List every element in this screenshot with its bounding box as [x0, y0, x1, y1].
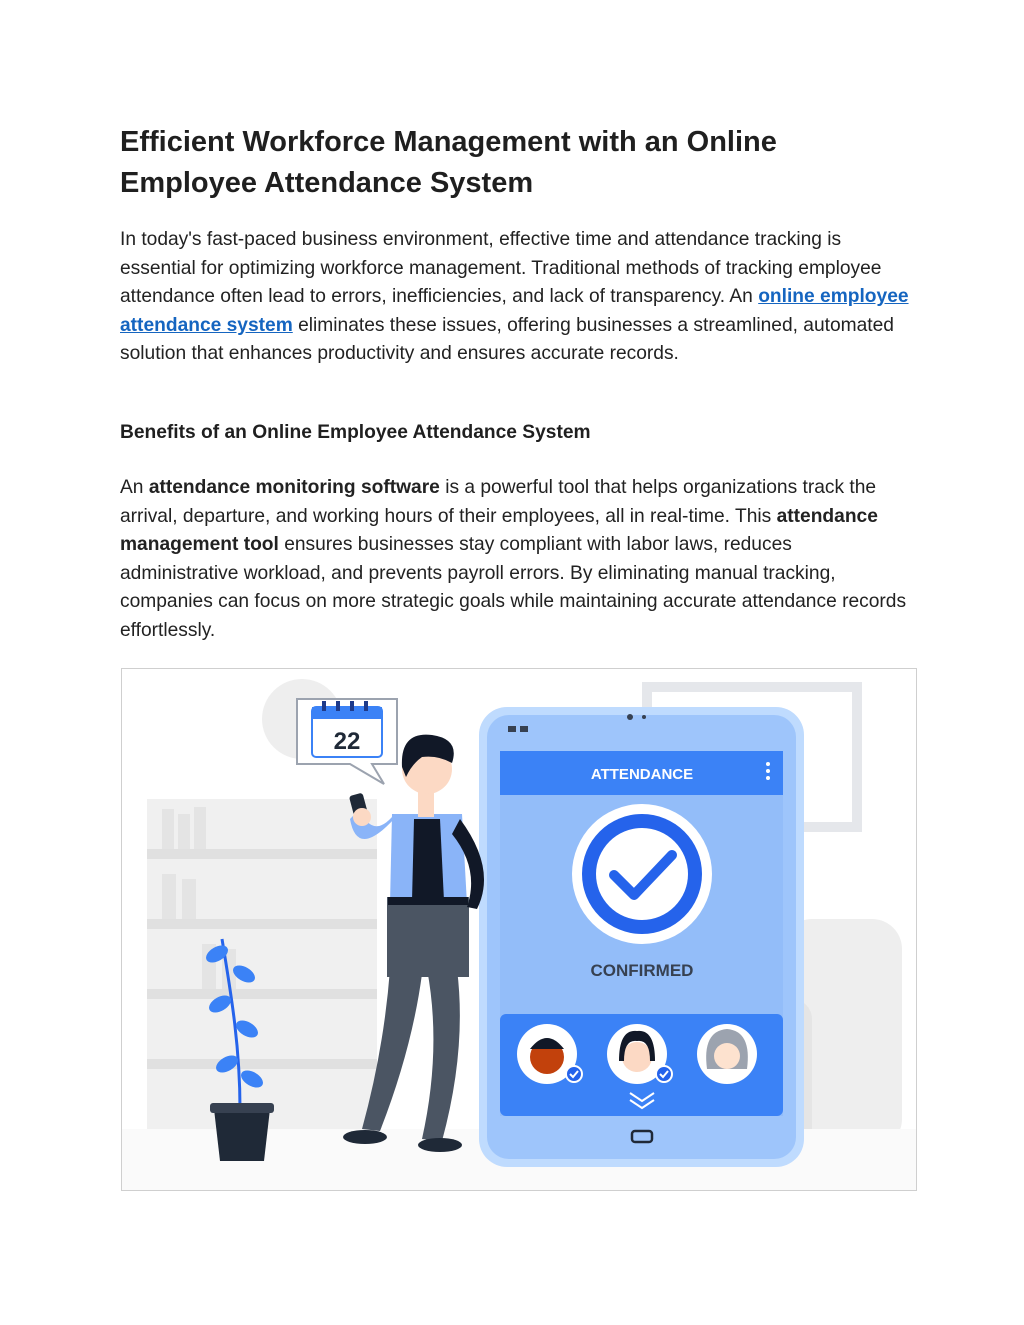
bold-management-tool: attendance management tool	[120, 505, 878, 556]
calendar-day: 22	[333, 728, 361, 755]
attendance-illustration	[121, 668, 917, 1191]
body-paragraph	[120, 474, 910, 646]
intro-paragraph	[120, 226, 910, 369]
title-line-2: Employee Attendance System	[120, 167, 534, 199]
intro-text-end: eliminates these issues, offering businesses a streamlined, automated solution that enhances productivity and ensures accurate records.	[120, 314, 894, 365]
body-text-3: ensures businesses stay compliant with labor laws, reduces administrative workload, and prevents payroll errors. By eliminating manual tracking, companies can focus on more strategic goals while maintaining accurate attendance records effortlessly.	[120, 534, 907, 641]
calendar-bubble	[297, 699, 397, 784]
confirmed-label: CONFIRMED	[590, 961, 694, 980]
attendance-system-link[interactable]: online employee attendance system	[120, 286, 909, 336]
avatar-3	[697, 1024, 757, 1084]
body-text-2: is a powerful tool that helps organizations track the arrival, departure, and working hours of their employees, all in real-time. This	[120, 477, 877, 527]
body-text-1: An	[120, 477, 149, 498]
phone-mockup	[479, 707, 804, 1167]
intro-text-start: In today's fast-paced business environment, effective time and attendance tracking is essential for optimizing workforce management. Traditional methods of tracking employee attendance often lead to errors, inefficiencies, and lack of transparency. An	[120, 229, 882, 308]
camera-icon	[627, 714, 633, 720]
section-heading: Benefits of an Online Employee Attendance System	[120, 422, 591, 443]
bold-monitoring-software: attendance monitoring software	[148, 477, 440, 498]
page-title	[120, 122, 920, 204]
menu-dots-icon	[766, 762, 770, 766]
title-line-1: Efficient Workforce Management with an Online	[120, 126, 777, 158]
app-header-title: ATTENDANCE	[590, 766, 694, 783]
illustration-svg	[122, 669, 916, 1190]
